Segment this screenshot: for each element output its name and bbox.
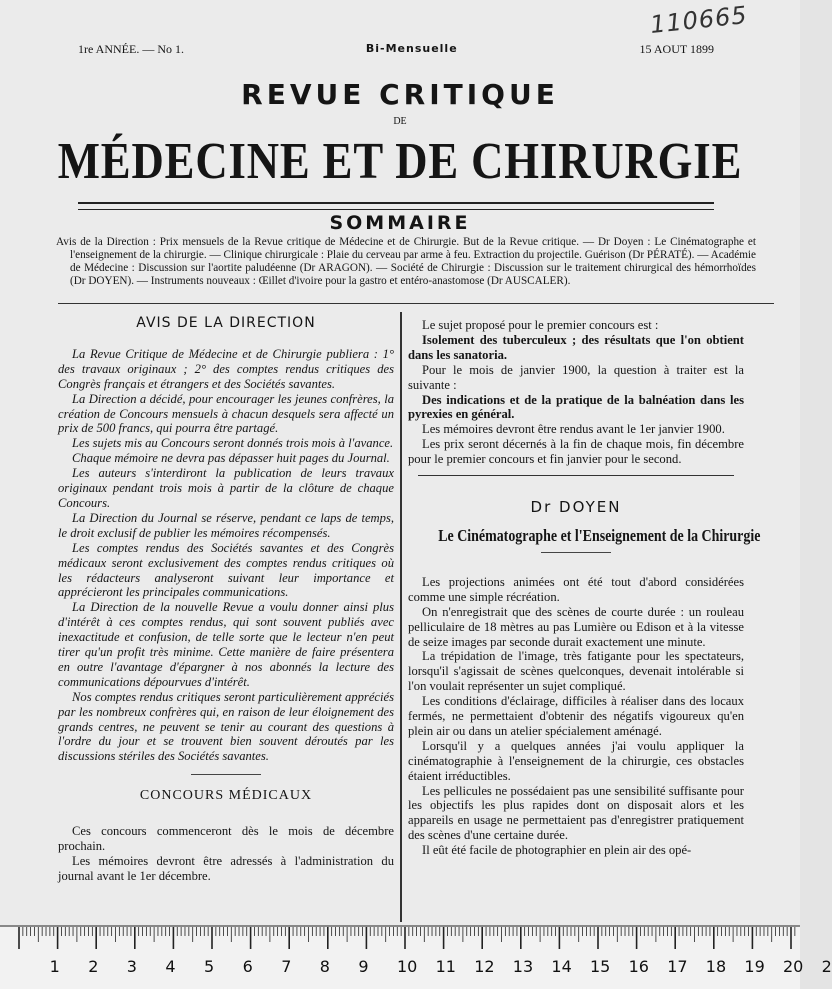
contest-deadline: Les mémoires devront être rendus avant le 1er janvier 1900. [422, 422, 725, 437]
ruler-number: 18 [705, 957, 727, 976]
ruler-number: 10 [397, 957, 418, 976]
ruler-number: 9 [358, 957, 369, 976]
ruler-number: 20 [783, 957, 804, 976]
ruler-number: 19 [744, 957, 765, 976]
ruler-number: 7 [281, 957, 292, 976]
concours-paragraph: Ces concours commenceront dès le mois de décembre prochain. [58, 824, 394, 854]
article-paragraph: La trépidation de l'image, très fatigante pour les spectateurs, lorsqu'il s'agissait de scènes quelconques, devenait intolérable si l'on voulait représenter un sujet compliqué. [408, 649, 744, 694]
article-paragraph: Lorsqu'il y a quelques années j'ai voulu appliquer la cinématographie à l'enseignement de la chirurgie, ces obstacles étaient irréductibles. [408, 738, 744, 783]
issue-date: 15 AOUT 1899 [639, 42, 714, 56]
sommaire-bottom-rule [58, 303, 774, 304]
contest-topic-2: Des indications et de la pratique de la balnéation dans les pyrexies en général. [408, 392, 744, 422]
ruler-number: 14 [551, 957, 572, 976]
left-column [58, 316, 394, 884]
ruler-number: 2 [88, 957, 99, 976]
avis-paragraph: La Direction du Journal se réserve, pendant ce laps de temps, le droit exclusif de publier les mémoires récompensés. [58, 510, 394, 540]
ruler-numbers [0, 957, 832, 981]
publication-frequency: Bi-Mensuelle [365, 42, 458, 55]
avis-paragraph: Chaque mémoire ne devra pas dépasser huit pages du Journal. [72, 451, 390, 466]
article-paragraph: Les conditions d'éclairage, difficiles à réaliser dans des locaux fermés, ne permettaient d'obtenir des négatifs vigoureux qu'en plein air ou dans un atelier spécialement aménagé. [408, 694, 744, 738]
sommaire-heading: SOMMAIRE [329, 212, 471, 234]
masthead-de: DE [393, 116, 407, 127]
contest-topic-1: Isolement des tuberculeux ; des résultats que l'on obtient dans les sanatoria. [408, 332, 744, 362]
ruler-number: 11 [435, 957, 456, 976]
ruler-number: 12 [474, 957, 495, 976]
ruler-number: 5 [204, 957, 215, 976]
column-divider [400, 312, 402, 922]
section-separator [191, 774, 261, 775]
contest-intro: Le sujet proposé pour le premier concours est : [422, 318, 659, 332]
article-title: Le Cinématographe et l'Enseignement de la Chirurgie [438, 525, 761, 545]
title-separator [541, 552, 611, 553]
avis-paragraph: Nos comptes rendus critiques seront particulièrement appréciés par les nombreux confrères qui, en raison de leur éloignement des grands centres, ne peuvent se tenir au courant des questions à l'ordre du jour et se trouvent bien souvent déroutés par les discussions stériles des Sociétés savantes. [58, 689, 394, 764]
ruler-number: 1 [49, 957, 60, 976]
ruler-number: 13 [512, 957, 534, 976]
ruler-number: 17 [667, 957, 688, 976]
article-paragraph: Les projections animées ont été tout d'abord considérées comme une simple récréation. [408, 574, 744, 604]
right-column [408, 318, 761, 858]
ruler-number: 16 [628, 957, 649, 976]
contest-next-intro: Pour le mois de janvier 1900, la question à traiter est la suivante : [408, 362, 744, 392]
masthead-line-1: REVUE CRITIQUE [241, 78, 559, 111]
masthead-double-rule [78, 202, 714, 210]
ruler-number: 6 [242, 957, 253, 976]
avis-paragraph: Les sujets mis au Concours seront donnés trois mois à l'avance. [72, 436, 394, 451]
avis-paragraph: La Direction de la nouvelle Revue a voulu donner ainsi plus d'intérêt à ces comptes rendus, qui sont souvent publiés avec inexactitude et confusion, de telle sorte que le lecteur n'en peut tirer qu'un profit très minime. Cette manière de faire présentera en outre l'avantage d'épargner à nos abonnés la lecture des communications dépourvues d'intérêt. [58, 600, 394, 689]
ruler-number: 4 [165, 957, 176, 976]
measuring-ruler [0, 925, 832, 989]
article-paragraph: Les pellicules ne possédaient pas une sensibilité suffisante pour les objectifs les plus rapides dont on disposait alors et les appareils en usage ne permettaient pas d'enregistrer pratiquement des scènes d'une certaine durée. [408, 783, 744, 843]
ruler-number: 8 [319, 957, 330, 976]
ruler-number: 2 [821, 957, 832, 976]
avis-paragraph: Les auteurs s'interdiront la publication de leurs travaux originaux pendant trois mois à partir de la clôture de chaque Concours. [58, 466, 394, 510]
article-separator-rule [418, 475, 734, 476]
masthead-line-2: MÉDECINE ET DE CHIRURGIE [57, 133, 743, 190]
article-paragraph: Il eût été facile de photographier en plein air des opé- [422, 843, 692, 858]
avis-paragraph: Les comptes rendus des Sociétés savantes et des Congrès médicaux seront exclusivement des comptes rendus critiques où les rédacteurs analyseront suivant leur importance et apprécieront les principales communications. [58, 540, 394, 600]
handwritten-catalog-number: 110665 [649, 0, 750, 40]
concours-paragraph: Les mémoires devront être adressés à l'administration du journal avant le 1er décembre. [58, 854, 394, 883]
contest-prizes: Les prix seront décernés à la fin de chaque mois, fin décembre pour le premier concours et fin janvier pour le second. [408, 437, 744, 467]
ruler-ticks [0, 927, 800, 957]
article-author: Dr DOYEN [530, 498, 622, 517]
avis-paragraph: La Revue Critique de Médecine et de Chirurgie publiera : 1° des travaux originaux ; 2° des comptes rendus critiques des Congrès français et étrangers et des Sociétés savantes. [58, 346, 394, 391]
avis-paragraph: La Direction a décidé, pour encourager les jeunes confrères, la création de Concours mensuels à chacun desquels sera affecté un prix de 500 francs, qui pourra être partagé. [58, 391, 394, 436]
avis-heading: AVIS DE LA DIRECTION [136, 315, 316, 331]
issue-header-line [78, 42, 714, 57]
concours-heading: CONCOURS MÉDICAUX [139, 788, 313, 804]
sommaire-text: Avis de la Direction : Prix mensuels de la Revue critique de Médecine et de Chirurgie. But de la Revue critique. — Dr Doyen : Le Cinématographe et l'enseignement de la chirurgie. — Clinique chirurgicale : Plaie du cerveau par arme à feu. Extraction du projectile. Guérison (Dr PÉRATÉ). — Académie de Médecine : Discussion sur l'aortite paludéenne (Dr ARAGON). — Société de Chirurgie : Discussion sur le traitement chirurgical des hémorrhoïdes (Dr DOYEN). — Instruments nouveaux : Œillet d'ivoire pour la gastro et entéro-anastomose (Dr AUSCALER). [56, 236, 756, 287]
article-paragraph: On n'enregistrait que des scènes de courte durée : un rouleau pelliculaire de 18 mètres au pas Lumière ou Edison et à la vitesse de seize images par seconde durait exactement une minute. [408, 604, 744, 649]
ruler-number: 15 [590, 957, 611, 976]
sommaire-contents [56, 236, 756, 288]
issue-number: 1re ANNÉE. — No 1. [78, 42, 184, 56]
ruler-number: 3 [126, 957, 137, 976]
